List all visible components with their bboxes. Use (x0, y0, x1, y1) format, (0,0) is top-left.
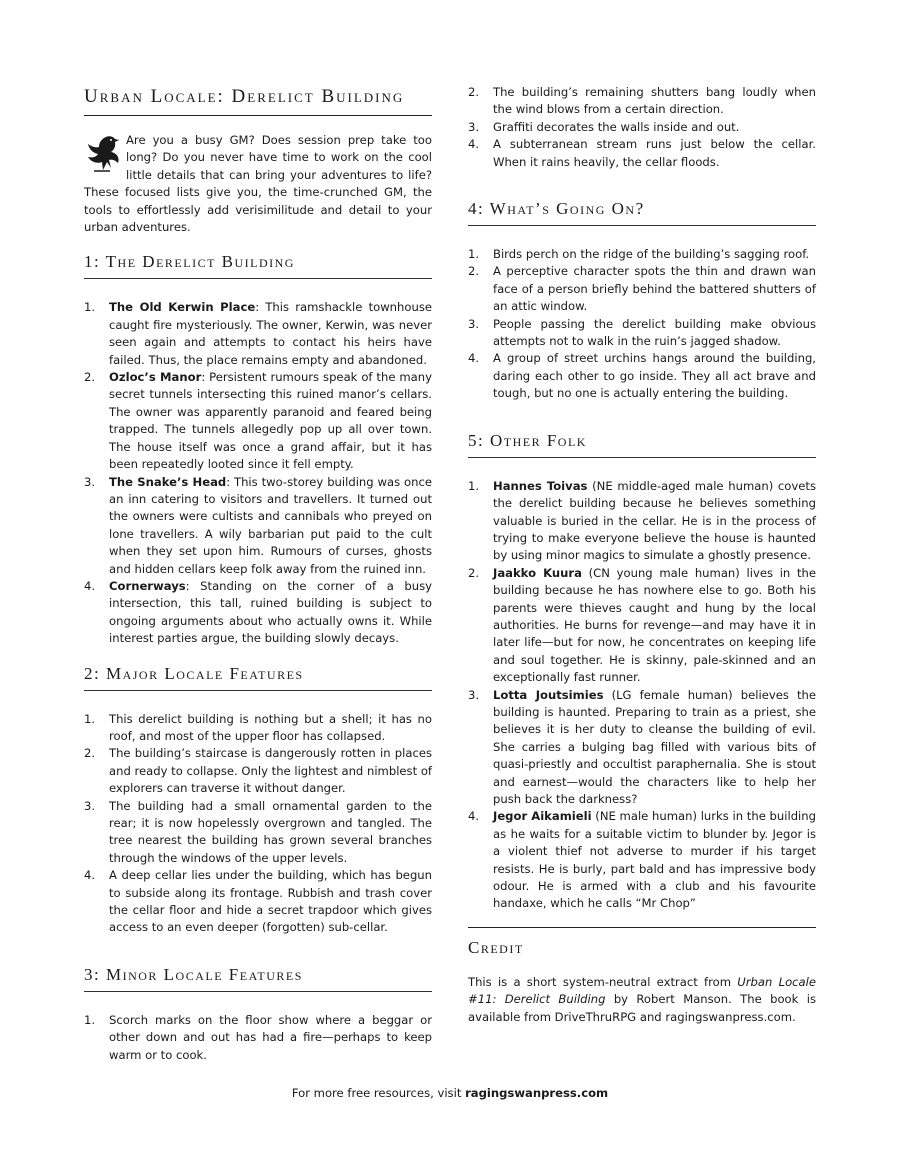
left-column (84, 80, 432, 1064)
section-title-minor-features: 3: Minor Locale Features (84, 965, 432, 992)
list-item: 3. People passing the derelict building make obvious attempts not to walk in the ruin’s jagged shadow. (468, 316, 816, 349)
footer-link[interactable]: ragingswanpress.com (465, 1086, 609, 1100)
minor-features-list-part2 (468, 84, 816, 171)
intro-block (84, 132, 432, 236)
list-item: 1. Scorch marks on the floor show where a beggar or other down and out has had a fire—perhaps to keep warm or to cook. (84, 1012, 432, 1062)
list-item: 4. A subterranean stream runs just below the cellar. When it rains heavily, the cellar floods. (468, 137, 816, 169)
footer (0, 1086, 900, 1100)
right-column (468, 80, 816, 1026)
intro-text: Are you a busy GM? Does session prep take too long? Do you never have time to work on the cool little details that can bring your adventures to life? These focused lists give you, the time-crunched GM, the tools to effortlessly add verisimilitude and detail to your urban adventures. (84, 133, 432, 235)
list-item: 1. This derelict building is nothing but a shell; it has no roof, and most of the upper floor has collapsed. (84, 711, 432, 743)
list-item: 3. The Snake’s Head: This two-storey building was once an inn catering to visitors and travellers. It turned out the owners were cultists and cannibals who preyed on lone travellers. A wily barbarian put paid to the cult when they set upon him. Rumours of curses, ghosts and hidden cellars keep folk away from the ruined inn. (84, 474, 432, 576)
list-item: 2. Jaakko Kuura (CN young male human) lives in the building because he has nowhere else to go. Both his parents were thieves caught and hung by the local authorities. He burns for revenge—and may have it in later life—but for now, he concentrates on keeping life and soul together. He is skinny, pale-skinned and an exceptionally fast runner. (468, 565, 817, 685)
derelict-building-list (84, 299, 432, 647)
list-item: 2. Ozloc’s Manor: Persistent rumours speak of the many secret tunnels intersecting this ruined manor’s cellars. The owner was apparently paranoid and feared being trapped. The tunnels allegedly pop up all over town. The house itself was once a grand affair, but it has been repeatedly looted since it fell empty. (84, 370, 432, 472)
list-item: 2. A perceptive character spots the thin and drawn wan face of a person briefly behind the battered shutters of an attic window. (468, 264, 816, 314)
major-features-list (84, 711, 432, 937)
section-title-other-folk: 5: Other Folk (468, 431, 816, 458)
list-item: 1. Birds perch on the ridge of the building’s sagging roof. (468, 247, 810, 262)
raven-logo-icon (84, 132, 122, 176)
list-item: 3. Graffiti decorates the walls inside and out. (468, 119, 740, 134)
section-title-whats-going-on: 4: What’s Going On? (468, 199, 816, 226)
other-folk-list (468, 478, 816, 913)
minor-features-list-part1 (84, 1012, 432, 1064)
list-item: 4. A group of street urchins hangs around the building, daring each other to go inside. They all act brave and tough, but no one is actually entering the building. (468, 351, 816, 401)
credit-title: Credit (468, 927, 816, 964)
list-item: 4. Jegor Aikamieli (NE male human) lurks in the building as he waits for a suitable victim to blunder by. Jegor is a violent thief not adverse to murder if his target resists. He is burly, part bald and has impressive body odour. He is armed with a club and his favourite handaxe, which he calls “Mr Chop” (468, 809, 816, 911)
list-item: 4. Cornerways: Standing on the corner of a busy intersection, this tall, ruined building is subject to ongoing arguments about who actually owns it. While interest parties argue, the building slowly decays. (84, 578, 432, 646)
page-title: Urban Locale: Derelict Building (84, 80, 432, 116)
list-item: 4. A deep cellar lies under the building, which has begun to subside along its frontage. Rubbish and trash cover the cellar floor and hide a secret trapdoor which gives access to an even deeper (forgotten) sub-cellar. (84, 868, 432, 935)
book-title: Urban Locale #11: Derelict Building (468, 974, 816, 1007)
list-item: 1. The Old Kerwin Place: This ramshackle townhouse caught fire mysteriously. The owner, Kerwin, was never seen again and attempts to contact his heirs have failed. Thus, the place remains empty and abandoned. (84, 300, 432, 367)
section-title-major-features: 2: Major Locale Features (84, 664, 432, 691)
list-item: 1. Hannes Toivas (NE middle-aged male human) covets the derelict building because he believes something valuable is buried in the cellar. He is in the process of trying to make everyone believe the house is haunted by using minor magics to simulate a ghostly presence. (468, 478, 816, 563)
whats-going-on-list (468, 246, 816, 403)
list-item: 2. The building’s staircase is dangerously rotten in places and ready to collapse. Only the lightest and nimblest of explorers can traverse it without danger. (84, 746, 432, 796)
list-item: 2. The building’s remaining shutters bang loudly when the wind blows from a certain direction. (468, 85, 816, 117)
section-title-derelict-building: 1: The Derelict Building (84, 252, 432, 279)
list-item: 3. The building had a small ornamental garden to the rear; it is now hopelessly overgrown and tangled. The tree nearest the building has grown several branches through the windows of the upper levels. (84, 798, 432, 865)
footer-text: For more free resources, visit (291, 1086, 466, 1100)
list-item: 3. Lotta Joutsimies (LG female human) believes the building is haunted. Preparing to train as a priest, she believes it is her duty to cleanse the building of evil. She carries a bulging bag filled with various bits of quasi-priestly and occultist paraphernalia. She is stout and earnest—would the characters like to help her push back the darkness? (468, 687, 816, 806)
credit-text: This is a short system-neutral extract from Urban Locale #11: Derelict Building by Robert Manson. The book is available from DriveThruRPG and ragingswanpress.com. (468, 974, 816, 1024)
